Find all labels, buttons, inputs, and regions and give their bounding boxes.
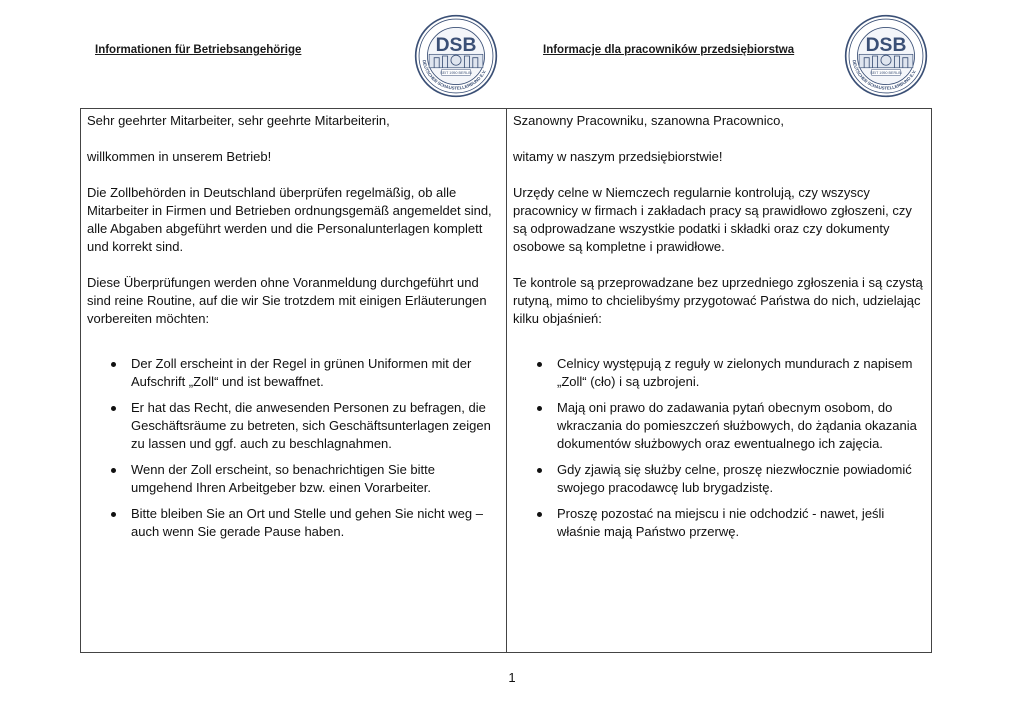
- polish-welcome: witamy w naszym przedsiębiorstwie!: [513, 149, 723, 164]
- header-title-german: Informationen für Betriebsangehörige: [95, 44, 302, 56]
- bullet-icon: [111, 362, 116, 367]
- list-item: Er hat das Recht, die anwesenden Personen zu befragen, die Geschäftsräume zu betreten, sich Geschäftsunterlagen zeigen zu lassen und ggf. auch zu beschlagnahmen.: [87, 399, 500, 453]
- list-item: Wenn der Zoll erscheint, so benachrichtigen Sie bitte umgehend Ihren Arbeitgeber bzw. einen Vorarbeiter.: [87, 461, 500, 497]
- german-bullet-list: [87, 355, 500, 541]
- german-salutation: Sehr geehrter Mitarbeiter, sehr geehrte Mitarbeiterin,: [87, 113, 390, 128]
- polish-column: [507, 109, 931, 652]
- bullet-icon: [111, 468, 116, 473]
- svg-text:DSB: DSB: [435, 34, 477, 56]
- polish-bullet-list: [513, 355, 925, 541]
- dsb-logo-icon: [414, 14, 498, 98]
- polish-salutation: Szanowny Pracowniku, szanowna Pracownico,: [513, 113, 784, 128]
- german-column: [81, 109, 507, 652]
- bullet-icon: [537, 406, 542, 411]
- list-item: Bitte bleiben Sie an Ort und Stelle und gehen Sie nicht weg – auch wenn Sie gerade Pause haben.: [87, 505, 500, 541]
- list-item: Proszę pozostać na miejscu i nie odchodzić - nawet, jeśli właśnie mają Państwo przerwę.: [513, 505, 925, 541]
- bullet-icon: [537, 362, 542, 367]
- svg-text:DEUTSCHER SCHAUSTELLERBUND E.V: DEUTSCHER SCHAUSTELLERBUND E.V.: [421, 59, 487, 91]
- svg-text:SEIT 1950 BERLIN: SEIT 1950 BERLIN: [440, 71, 472, 76]
- list-item: Gdy zjawią się służby celne, proszę niezwłocznie powiadomić swojego pracodawcę lub brygadzistę.: [513, 461, 925, 497]
- german-paragraph-2: Diese Überprüfungen werden ohne Voranmeldung durchgeführt und sind reine Routine, auf die wir Sie trotzdem mit einigen Erläuterungen vorbereiten möchten:: [87, 275, 487, 326]
- page-number: 1: [508, 670, 516, 685]
- list-item: Celnicy występują z reguły w zielonych mundurach z napisem „Zoll“ (cło) i są uzbrojeni.: [513, 355, 925, 391]
- polish-paragraph-1: Urzędy celne w Niemczech regularnie kontrolują, czy wszyscy pracownicy w firmach i zakładach pracy są prawidłowo zgłoszeni, czy są odprowadzane wszystkie podatki i składki oraz czy dokumenty osobowe są kompletne i prawidłowe.: [513, 185, 912, 254]
- header-title-polish: Informacje dla pracowników przedsiębiorstwa: [543, 44, 795, 56]
- svg-text:DSB: DSB: [865, 34, 907, 56]
- bullet-icon: [111, 406, 116, 411]
- list-item: Mają oni prawo do zadawania pytań obecnym osobom, do wkraczania do pomieszczeń służbowych, do żądania okazania dokumentów służbowych oraz ewentualnego ich zajęcia.: [513, 399, 925, 453]
- svg-text:SEIT 1950 BERLIN: SEIT 1950 BERLIN: [870, 71, 902, 76]
- dsb-logo-icon: [844, 14, 928, 98]
- bullet-icon: [537, 512, 542, 517]
- polish-paragraph-2: Te kontrole są przeprowadzane bez uprzedniego zgłoszenia i są czystą rutyną, mimo to chcielibyśmy przygotować Państwa do nich, udzielając kilku objaśnień:: [513, 275, 923, 326]
- bullet-icon: [111, 512, 116, 517]
- list-item: Der Zoll erscheint in der Regel in grünen Uniformen mit der Aufschrift „Zoll“ und ist bewaffnet.: [87, 355, 500, 391]
- svg-text:DEUTSCHER SCHAUSTELLERBUND E.V: DEUTSCHER SCHAUSTELLERBUND E.V.: [851, 59, 917, 91]
- german-welcome: willkommen in unserem Betrieb!: [87, 149, 272, 164]
- german-paragraph-1: Die Zollbehörden in Deutschland überprüfen regelmäßig, ob alle Mitarbeiter in Firmen und Betrieben ordnungsgemäß angemeldet sind, alle Abgaben abgeführt werden und die Personalunterlagen komplett und korrekt sind.: [87, 185, 492, 254]
- bullet-icon: [537, 468, 542, 473]
- bilingual-table: [80, 108, 932, 653]
